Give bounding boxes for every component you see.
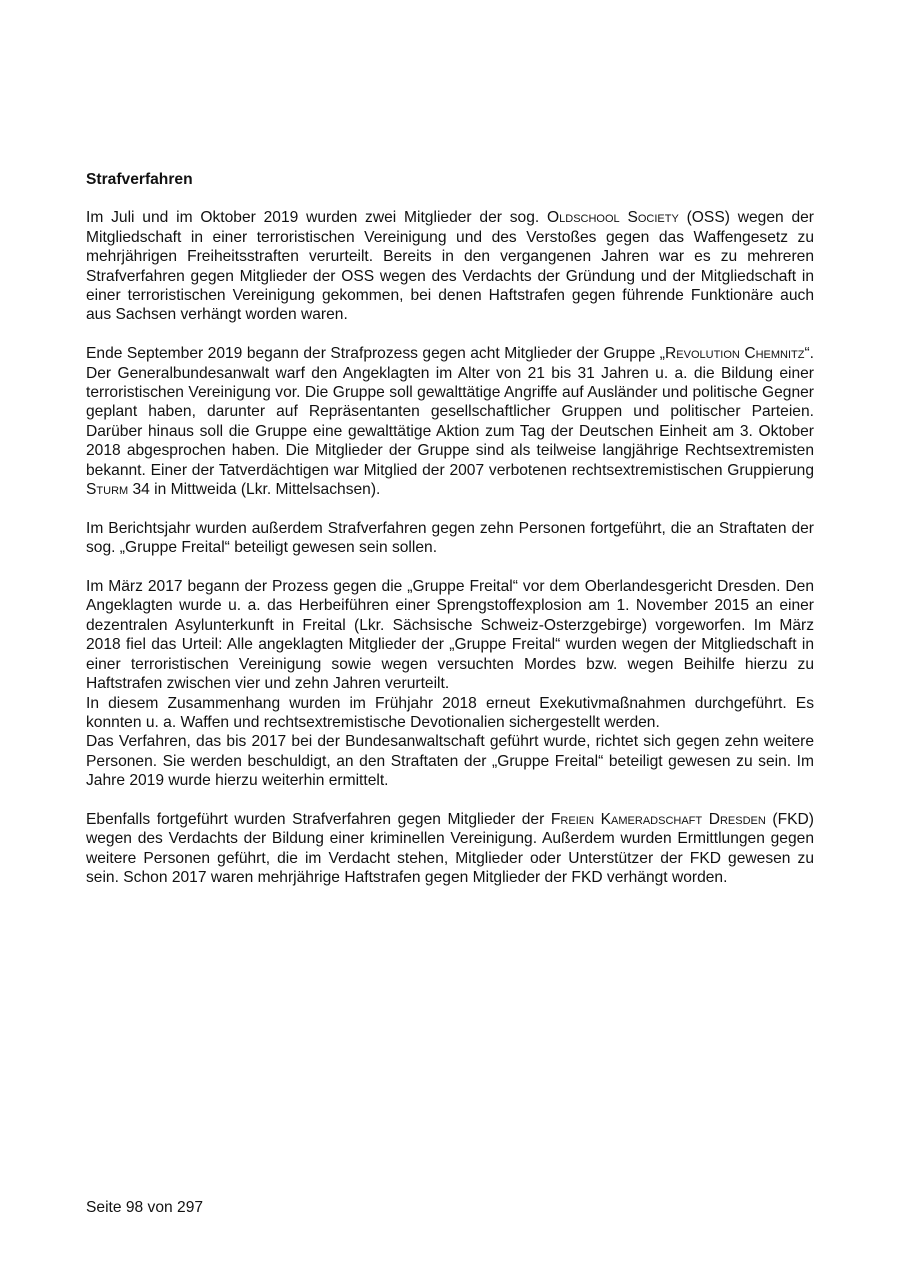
paragraph-verfahren-bundesanwaltschaft: Das Verfahren, das bis 2017 bei der Bundesanwaltschaft geführt wurde, richtet sich gegen zehn weitere Personen. Sie werden beschuldigt, an den Straftaten der „Gruppe Freital“ beteiligt gewesen zu sein. Im Jahre 2019 wurde hierzu weiterhin ermittelt. (86, 733, 814, 790)
paragraph-oldschool-society (86, 208, 814, 324)
paragraph-text: “. Der Generalbundesanwalt warf den Angeklagten im Alter von 21 bis 31 Jahren u. a. die Bildung einer terroristischen Vereinigung vor. Die Gruppe soll gewalttätige Angriffe auf Ausländer und politische Gegner geplant haben, darunter auf Repräsentanten gesellschaftlicher Gruppen und politischer Parteien. Darüber hinaus soll die Gruppe eine gewalttätige Aktion zum Tag der Deutschen Einheit am 3. Oktober 2018 abgesprochen haben. Die Mitglieder der Gruppe sind als teilweise langjährige Rechtsextremisten bekannt. Einer der Tatverdächtigen war Mitglied der 2007 verbotenen rechtsextremistischen Gruppierung (86, 345, 815, 479)
group-name: Oldschool Society (547, 209, 679, 227)
paragraph-text: Ende September 2019 begann der Strafprozess gegen acht Mitglieder der Gruppe „ (86, 345, 666, 363)
paragraph-fkd (86, 810, 814, 888)
document-body (86, 170, 814, 907)
page-number: Seite 98 von 297 (86, 1199, 204, 1216)
group-name: Freien Kameradschaft Dresden (550, 810, 766, 828)
section-heading: Strafverfahren (86, 171, 193, 188)
paragraph-text: 34 in Mittweida (Lkr. Mittelsachsen). (128, 481, 381, 499)
paragraph-text: Ebenfalls fortgeführt wurden Strafverfahren gegen Mitglieder der (86, 810, 551, 828)
paragraph-text: (FKD) wegen des Verdachts der Bildung einer kriminellen Vereinigung. Außerdem wurden Ermittlungen gegen weitere Personen geführt, die im Verdacht stehen, Mitglieder oder Unterstützer der FKD gewesen zu sein. Schon 2017 waren mehrjährige Haftstrafen gegen Mitglieder der FKD verhängt worden. (86, 810, 815, 887)
group-name: Revolution Chemnitz (665, 345, 805, 363)
paragraph-gruppe-freital-prozess: Im März 2017 begann der Prozess gegen die „Gruppe Freital“ vor dem Oberlandesgericht Dresden. Den Angeklagten wurde u. a. das Herbeiführen einer Sprengstoffexplosion am 1. November 2015 an einer dezentralen Asylunterkunft in Freital (Lkr. Sächsische Schweiz-Osterzgebirge) vorgeworfen. Im März 2018 fiel das Urteil: Alle angeklagten Mitglieder der „Gruppe Freital“ wurden wegen der Mitgliedschaft in einer terroristischen Vereinigung sowie wegen versuchten Mordes bzw. wegen Beihilfe hierzu zu Haftstrafen zwischen vier und zehn Jahren verurteilt. (86, 578, 814, 693)
group-name: Sturm (86, 481, 129, 499)
paragraph-exekutivmassnahmen: In diesem Zusammenhang wurden im Frühjahr 2018 erneut Exekutivmaßnahmen durchgeführt. Es konnten u. a. Waffen und rechtsextremistische Devotionalien sichergestellt werden. (86, 694, 814, 731)
paragraph-text: (OSS) wegen der Mitgliedschaft in einer terroristischen Vereinigung und des Verstoßes gegen das Waffengesetz zu mehrjährigen Freiheitsstraften verurteilt. Bereits in den vergangenen Jahren war es zu mehreren Strafverfahren gegen Mitglieder der OSS wegen des Verdachts der Gründung und der Mitgliedschaft in einer terroristischen Vereinigung gekommen, bei denen Haftstrafen gegen führende Funktionäre auch aus Sachsen verhängt worden waren. (86, 209, 814, 324)
paragraph-gruppe-freital-intro: Im Berichtsjahr wurden außerdem Strafverfahren gegen zehn Personen fortgeführt, die an Straftaten der sog. „Gruppe Freital“ beteiligt gewesen sein sollen. (86, 519, 814, 557)
paragraph-revolution-chemnitz (86, 344, 814, 499)
paragraph-text: Im Juli und im Oktober 2019 wurden zwei Mitglieder der sog. (86, 209, 548, 227)
